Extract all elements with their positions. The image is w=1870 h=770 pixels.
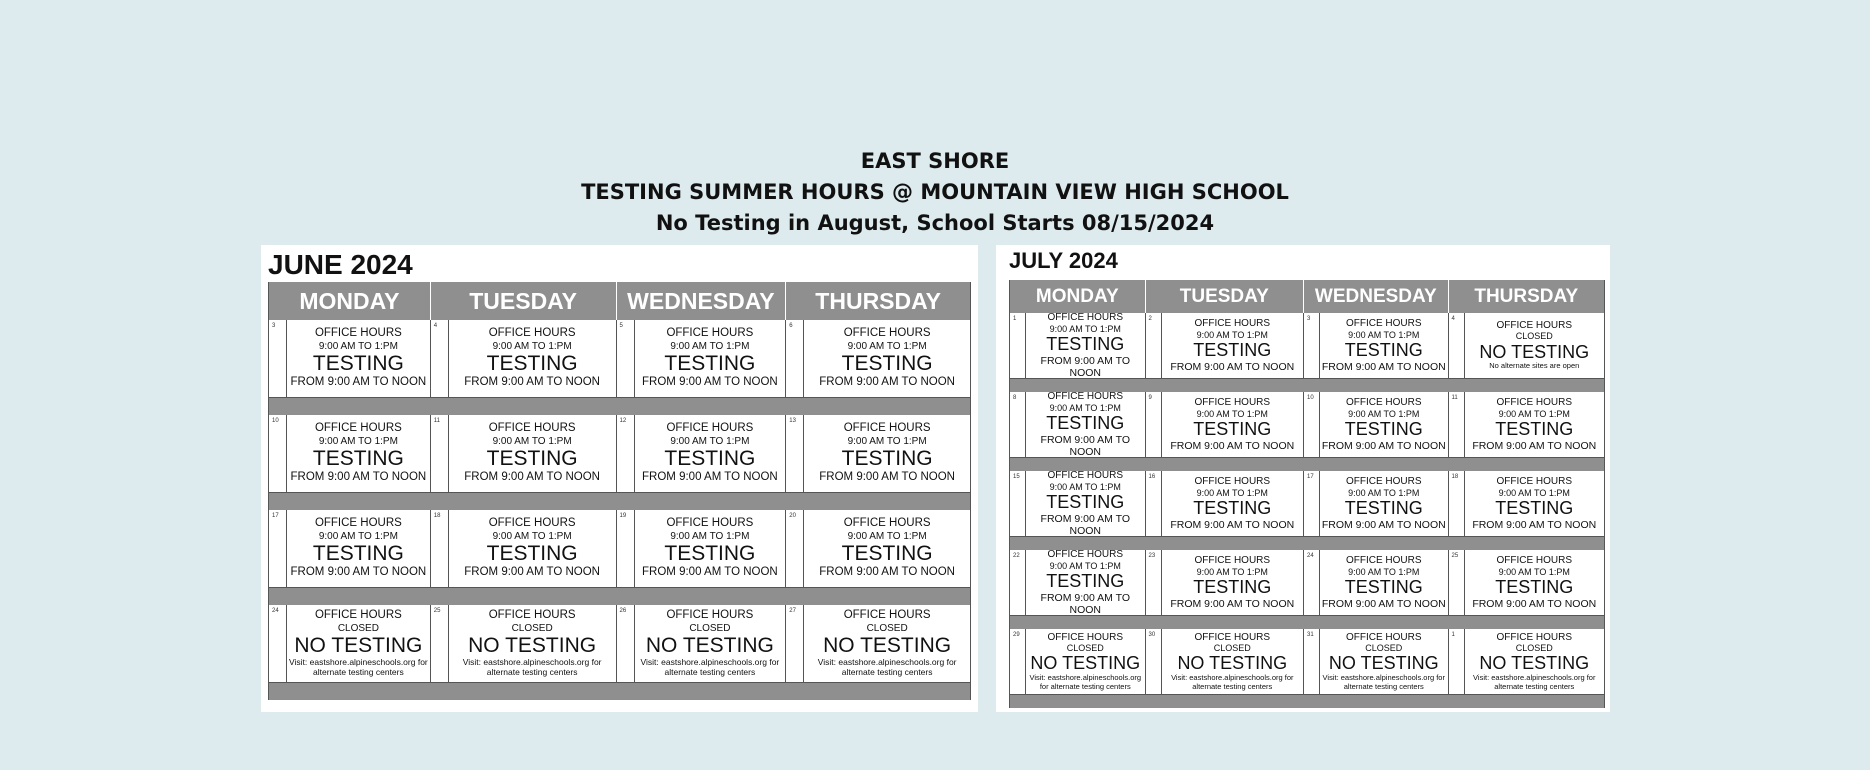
office-hours-value: CLOSED [866, 622, 908, 634]
day-content [635, 510, 786, 587]
testing-hours: FROM 9:00 AM TO NOON [1170, 597, 1295, 610]
testing-status: NO TESTING [1177, 653, 1288, 674]
office-hours-label: OFFICE HOURS [1345, 397, 1422, 409]
day-cell [1146, 550, 1304, 615]
june-calendar [261, 245, 978, 712]
page-header [0, 146, 1870, 239]
testing-hours: FROM 9:00 AM TO NOON [1321, 439, 1446, 452]
office-hours-label: OFFICE HOURS [666, 327, 754, 340]
weekday-header-tuesday: TUESDAY [1146, 280, 1304, 313]
day-content [804, 415, 970, 492]
day-cell [1146, 313, 1304, 378]
week-row [1010, 471, 1604, 537]
alternate-sites-note: Visit: eastshore.alpineschools.org for alternate testing centers [817, 657, 957, 677]
date-number: 22 [1010, 550, 1026, 615]
date-number: 24 [1304, 550, 1320, 615]
office-hours-label: OFFICE HOURS [488, 327, 576, 340]
office-hours-label: OFFICE HOURS [666, 517, 754, 530]
testing-status: TESTING [1046, 334, 1125, 355]
testing-hours: FROM 9:00 AM TO NOON [642, 376, 778, 389]
day-content [1465, 471, 1604, 536]
week-separator [269, 683, 970, 700]
testing-hours: FROM 9:00 AM TO NOON [1170, 360, 1295, 373]
day-content [635, 415, 786, 492]
weekday-header-thursday: THURSDAY [815, 287, 941, 314]
testing-status: TESTING [1344, 498, 1423, 519]
testing-hours: FROM 9:00 AM TO NOON [1321, 518, 1446, 531]
office-hours-label: OFFICE HOURS [1345, 318, 1422, 330]
alternate-sites-note: Visit: eastshore.alpineschools.org for alternate testing centers [1171, 673, 1294, 691]
week-row [269, 605, 970, 683]
day-content [449, 320, 616, 397]
office-hours-value: CLOSED [1515, 643, 1553, 654]
day-content [1320, 313, 1448, 378]
office-hours-value: 9:00 AM TO 1:PM [1348, 487, 1420, 498]
testing-status: TESTING [1495, 498, 1574, 519]
day-content [287, 415, 430, 492]
testing-status: TESTING [1495, 577, 1574, 598]
header-note: No Testing in August, School Starts 08/15/2024 [655, 211, 1215, 235]
date-number: 20 [786, 510, 804, 587]
weekday-header-monday: MONDAY [269, 282, 431, 320]
date-number: 16 [1146, 471, 1162, 536]
weekday-header-monday: MONDAY [1010, 280, 1146, 313]
day-content [449, 510, 616, 587]
day-cell [1146, 471, 1304, 536]
testing-hours: FROM 9:00 AM TO NOON [1472, 518, 1597, 531]
office-hours-label: OFFICE HOURS [314, 517, 402, 530]
day-content [635, 320, 786, 397]
week-row [269, 510, 970, 588]
testing-status: TESTING [841, 447, 933, 471]
testing-status: TESTING [841, 542, 933, 566]
testing-status: TESTING [1193, 419, 1272, 440]
date-number: 3 [1304, 313, 1320, 378]
day-content [1465, 550, 1604, 615]
weekday-header-wednesday: WEDNESDAY [617, 282, 787, 320]
day-cell [269, 415, 431, 492]
testing-hours: FROM 9:00 AM TO NOON [642, 471, 778, 484]
testing-status: TESTING [1193, 577, 1272, 598]
week-separator [1010, 379, 1604, 392]
office-hours-value: 9:00 AM TO 1:PM [847, 340, 927, 352]
office-hours-label: OFFICE HOURS [1047, 313, 1124, 324]
day-cell [617, 510, 787, 587]
office-hours-label: OFFICE HOURS [314, 609, 402, 622]
date-number: 3 [269, 320, 287, 397]
alternate-sites-note: Visit: eastshore.alpineschools.org for alternate testing centers [289, 657, 428, 677]
date-number: 6 [786, 320, 804, 397]
testing-status: TESTING [664, 447, 756, 471]
date-number: 24 [269, 605, 287, 682]
day-cell [1146, 392, 1304, 457]
office-hours-label: OFFICE HOURS [843, 609, 931, 622]
date-number: 9 [1146, 392, 1162, 457]
office-hours-label: OFFICE HOURS [666, 609, 754, 622]
office-hours-value: CLOSED [1066, 643, 1104, 654]
testing-hours: FROM 9:00 AM TO NOON [1040, 591, 1131, 615]
testing-hours: FROM 9:00 AM TO NOON [1472, 439, 1597, 452]
day-cell [431, 415, 617, 492]
calendar-grid [268, 282, 971, 700]
office-hours-value: CLOSED [337, 622, 379, 634]
date-number: 27 [786, 605, 804, 682]
day-content [1465, 392, 1604, 457]
office-hours-value: 9:00 AM TO 1:PM [318, 435, 398, 447]
week-separator [269, 398, 970, 415]
day-content [804, 320, 970, 397]
july-calendar [996, 245, 1610, 712]
day-cell [617, 320, 787, 397]
date-number: 5 [617, 320, 635, 397]
day-cell [617, 605, 787, 682]
day-content [1162, 313, 1303, 378]
date-number: 1 [1010, 313, 1026, 378]
office-hours-value: 9:00 AM TO 1:PM [1049, 402, 1121, 413]
office-hours-label: OFFICE HOURS [1194, 318, 1271, 330]
day-content [287, 510, 430, 587]
testing-status: TESTING [486, 352, 578, 376]
office-hours-value: 9:00 AM TO 1:PM [492, 340, 572, 352]
office-hours-label: OFFICE HOURS [488, 422, 576, 435]
office-hours-value: 9:00 AM TO 1:PM [670, 435, 750, 447]
header-title: EAST SHORE [860, 149, 1010, 173]
office-hours-value: 9:00 AM TO 1:PM [1196, 487, 1268, 498]
office-hours-value: 9:00 AM TO 1:PM [1348, 408, 1420, 419]
testing-status: TESTING [1046, 571, 1125, 592]
office-hours-label: OFFICE HOURS [843, 327, 931, 340]
day-content [1162, 471, 1303, 536]
day-cell [1010, 550, 1146, 615]
date-number: 17 [269, 510, 287, 587]
testing-hours: FROM 9:00 AM TO NOON [464, 376, 600, 389]
testing-status: TESTING [841, 352, 933, 376]
alternate-sites-note: No alternate sites are open [1489, 361, 1580, 371]
office-hours-label: OFFICE HOURS [314, 327, 402, 340]
office-hours-value: 9:00 AM TO 1:PM [318, 340, 398, 352]
day-cell [1449, 629, 1604, 694]
office-hours-label: OFFICE HOURS [1194, 476, 1271, 488]
day-cell [1146, 629, 1304, 694]
office-hours-label: OFFICE HOURS [1047, 631, 1124, 643]
day-content [1320, 471, 1448, 536]
testing-status: TESTING [486, 542, 578, 566]
day-content [1465, 313, 1604, 378]
date-number: 17 [1304, 471, 1320, 536]
day-cell [269, 510, 431, 587]
week-row [1010, 313, 1604, 379]
day-cell [1304, 629, 1449, 694]
testing-hours: FROM 9:00 AM TO NOON [1040, 512, 1131, 536]
testing-status: NO TESTING [468, 634, 597, 658]
calendar-title: JULY 2024 [1009, 248, 1118, 273]
office-hours-label: OFFICE HOURS [1496, 319, 1573, 331]
testing-status: NO TESTING [1030, 653, 1141, 674]
office-hours-value: 9:00 AM TO 1:PM [1348, 329, 1420, 340]
day-cell [431, 320, 617, 397]
day-cell [1449, 313, 1604, 378]
testing-hours: FROM 9:00 AM TO NOON [819, 376, 955, 389]
day-cell [1304, 550, 1449, 615]
date-number: 12 [617, 415, 635, 492]
date-number: 18 [1449, 471, 1465, 536]
day-content [1026, 313, 1145, 378]
day-content [1026, 550, 1145, 615]
office-hours-value: 9:00 AM TO 1:PM [1049, 481, 1121, 492]
testing-status: TESTING [1193, 340, 1272, 361]
office-hours-value: 9:00 AM TO 1:PM [1196, 566, 1268, 577]
header-subtitle: TESTING SUMMER HOURS @ MOUNTAIN VIEW HIGH SCHOOL [581, 180, 1289, 204]
week-row [1010, 550, 1604, 616]
office-hours-value: 9:00 AM TO 1:PM [492, 435, 572, 447]
week-row [269, 415, 970, 493]
office-hours-label: OFFICE HOURS [314, 422, 402, 435]
office-hours-value: 9:00 AM TO 1:PM [1196, 408, 1268, 419]
alternate-sites-note: Visit: eastshore.alpineschools.org for alternate testing centers [640, 657, 780, 677]
office-hours-value: 9:00 AM TO 1:PM [1196, 329, 1268, 340]
date-number: 30 [1146, 629, 1162, 694]
office-hours-label: OFFICE HOURS [843, 422, 931, 435]
office-hours-value: CLOSED [1213, 643, 1251, 654]
week-separator [269, 588, 970, 605]
testing-status: TESTING [486, 447, 578, 471]
date-number: 2 [1146, 313, 1162, 378]
alternate-sites-note: Visit: eastshore.alpineschools.org for alternate testing centers [1029, 673, 1142, 691]
week-separator [1010, 537, 1604, 550]
day-content [804, 605, 970, 682]
date-number: 4 [1449, 313, 1465, 378]
office-hours-value: CLOSED [511, 622, 553, 634]
office-hours-value: 9:00 AM TO 1:PM [1498, 566, 1570, 577]
weekday-header-wednesday: WEDNESDAY [1304, 280, 1449, 313]
day-content [804, 510, 970, 587]
testing-status: TESTING [664, 352, 756, 376]
testing-hours: FROM 9:00 AM TO NOON [642, 566, 778, 579]
testing-status: NO TESTING [294, 634, 423, 658]
office-hours-label: OFFICE HOURS [1047, 550, 1124, 561]
testing-status: NO TESTING [645, 634, 774, 658]
day-cell [786, 605, 970, 682]
date-number: 13 [786, 415, 804, 492]
date-number: 25 [431, 605, 449, 682]
day-cell [1304, 313, 1449, 378]
office-hours-value: 9:00 AM TO 1:PM [670, 530, 750, 542]
office-hours-value: 9:00 AM TO 1:PM [318, 530, 398, 542]
testing-status: TESTING [1344, 340, 1423, 361]
office-hours-label: OFFICE HOURS [488, 517, 576, 530]
alternate-sites-note: Visit: eastshore.alpineschools.org for alternate testing centers [1473, 673, 1596, 691]
alternate-sites-note: Visit: eastshore.alpineschools.org for alternate testing centers [1322, 673, 1445, 691]
day-cell [269, 605, 431, 682]
day-cell [269, 320, 431, 397]
day-cell [1304, 471, 1449, 536]
testing-hours: FROM 9:00 AM TO NOON [1040, 354, 1131, 378]
day-content [287, 605, 430, 682]
day-content [1162, 392, 1303, 457]
weekday-header-row [269, 282, 970, 320]
day-content [1320, 629, 1448, 694]
week-row [1010, 629, 1604, 695]
testing-hours: FROM 9:00 AM TO NOON [819, 471, 955, 484]
week-separator [1010, 695, 1604, 708]
date-number: 26 [617, 605, 635, 682]
date-number: 19 [617, 510, 635, 587]
weekday-header-tuesday: TUESDAY [431, 282, 617, 320]
office-hours-label: OFFICE HOURS [1496, 555, 1573, 567]
day-cell [431, 510, 617, 587]
date-number: 1 [1449, 629, 1465, 694]
date-number: 29 [1010, 629, 1026, 694]
week-row [269, 320, 970, 398]
day-content [1320, 392, 1448, 457]
date-number: 11 [431, 415, 449, 492]
testing-hours: FROM 9:00 AM TO NOON [1170, 518, 1295, 531]
day-content [287, 320, 430, 397]
testing-hours: FROM 9:00 AM TO NOON [464, 566, 600, 579]
office-hours-value: 9:00 AM TO 1:PM [670, 340, 750, 352]
testing-status: TESTING [1495, 419, 1574, 440]
date-number: 4 [431, 320, 449, 397]
testing-hours: FROM 9:00 AM TO NOON [1321, 360, 1446, 373]
office-hours-value: CLOSED [1365, 643, 1403, 654]
week-row [1010, 392, 1604, 458]
day-cell [1010, 629, 1146, 694]
office-hours-value: CLOSED [689, 622, 731, 634]
week-separator [1010, 458, 1604, 471]
testing-status: NO TESTING [1328, 653, 1439, 674]
office-hours-label: OFFICE HOURS [1345, 476, 1422, 488]
testing-hours: FROM 9:00 AM TO NOON [290, 566, 427, 579]
day-cell [786, 415, 970, 492]
day-cell [617, 415, 787, 492]
calendar-grid [1009, 280, 1605, 708]
office-hours-label: OFFICE HOURS [1496, 631, 1573, 643]
date-number: 15 [1010, 471, 1026, 536]
office-hours-label: OFFICE HOURS [666, 422, 754, 435]
office-hours-value: 9:00 AM TO 1:PM [1049, 560, 1121, 571]
date-number: 31 [1304, 629, 1320, 694]
date-number: 23 [1146, 550, 1162, 615]
office-hours-value: 9:00 AM TO 1:PM [1348, 566, 1420, 577]
testing-status: TESTING [1046, 492, 1125, 513]
date-number: 10 [1304, 392, 1320, 457]
alternate-sites-note: Visit: eastshore.alpineschools.org for alternate testing centers [462, 657, 602, 677]
office-hours-value: 9:00 AM TO 1:PM [847, 435, 927, 447]
day-cell [431, 605, 617, 682]
day-content [1026, 392, 1145, 457]
day-content [1162, 629, 1303, 694]
office-hours-label: OFFICE HOURS [1194, 397, 1271, 409]
week-separator [269, 493, 970, 510]
office-hours-value: 9:00 AM TO 1:PM [492, 530, 572, 542]
testing-hours: FROM 9:00 AM TO NOON [1321, 597, 1446, 610]
testing-status: TESTING [312, 447, 404, 471]
office-hours-value: 9:00 AM TO 1:PM [1049, 323, 1121, 334]
day-cell [786, 510, 970, 587]
office-hours-label: OFFICE HOURS [1496, 397, 1573, 409]
day-content [635, 605, 786, 682]
day-cell [786, 320, 970, 397]
day-content [1026, 629, 1145, 694]
day-cell [1010, 471, 1146, 536]
date-number: 25 [1449, 550, 1465, 615]
testing-hours: FROM 9:00 AM TO NOON [290, 471, 427, 484]
week-separator [1010, 616, 1604, 629]
date-number: 8 [1010, 392, 1026, 457]
testing-status: TESTING [312, 352, 404, 376]
date-number: 18 [431, 510, 449, 587]
day-cell [1449, 471, 1604, 536]
testing-status: TESTING [312, 542, 404, 566]
day-content [1162, 550, 1303, 615]
office-hours-label: OFFICE HOURS [1047, 471, 1124, 482]
office-hours-label: OFFICE HOURS [1047, 392, 1124, 403]
office-hours-label: OFFICE HOURS [1345, 555, 1422, 567]
office-hours-label: OFFICE HOURS [1345, 631, 1422, 643]
office-hours-value: 9:00 AM TO 1:PM [1498, 487, 1570, 498]
day-content [1320, 550, 1448, 615]
day-cell [1010, 313, 1146, 378]
testing-hours: FROM 9:00 AM TO NOON [1040, 433, 1131, 457]
testing-status: TESTING [1344, 577, 1423, 598]
testing-hours: FROM 9:00 AM TO NOON [819, 566, 955, 579]
office-hours-value: 9:00 AM TO 1:PM [847, 530, 927, 542]
office-hours-label: OFFICE HOURS [1496, 476, 1573, 488]
date-number: 10 [269, 415, 287, 492]
testing-status: NO TESTING [1479, 341, 1590, 362]
testing-status: NO TESTING [1479, 653, 1590, 674]
testing-hours: FROM 9:00 AM TO NOON [290, 376, 427, 389]
weekday-header-thursday: THURSDAY [1474, 285, 1579, 307]
office-hours-label: OFFICE HOURS [1194, 631, 1271, 643]
day-cell [1010, 392, 1146, 457]
office-hours-label: OFFICE HOURS [1194, 555, 1271, 567]
weekday-header-row [1010, 280, 1604, 313]
office-hours-value: 9:00 AM TO 1:PM [1498, 408, 1570, 419]
office-hours-label: OFFICE HOURS [488, 609, 576, 622]
testing-hours: FROM 9:00 AM TO NOON [464, 471, 600, 484]
testing-hours: FROM 9:00 AM TO NOON [1472, 597, 1597, 610]
testing-hours: FROM 9:00 AM TO NOON [1170, 439, 1295, 452]
day-content [1026, 471, 1145, 536]
date-number: 11 [1449, 392, 1465, 457]
office-hours-value: CLOSED [1515, 331, 1553, 342]
testing-status: TESTING [1046, 413, 1125, 434]
office-hours-label: OFFICE HOURS [843, 517, 931, 530]
testing-status: TESTING [1344, 419, 1423, 440]
testing-status: NO TESTING [823, 634, 952, 658]
testing-status: TESTING [664, 542, 756, 566]
day-content [449, 605, 616, 682]
calendar-title: JUNE 2024 [268, 249, 413, 280]
day-content [1465, 629, 1604, 694]
day-cell [1449, 392, 1604, 457]
day-cell [1449, 550, 1604, 615]
day-cell [1304, 392, 1449, 457]
testing-status: TESTING [1193, 498, 1272, 519]
day-content [449, 415, 616, 492]
